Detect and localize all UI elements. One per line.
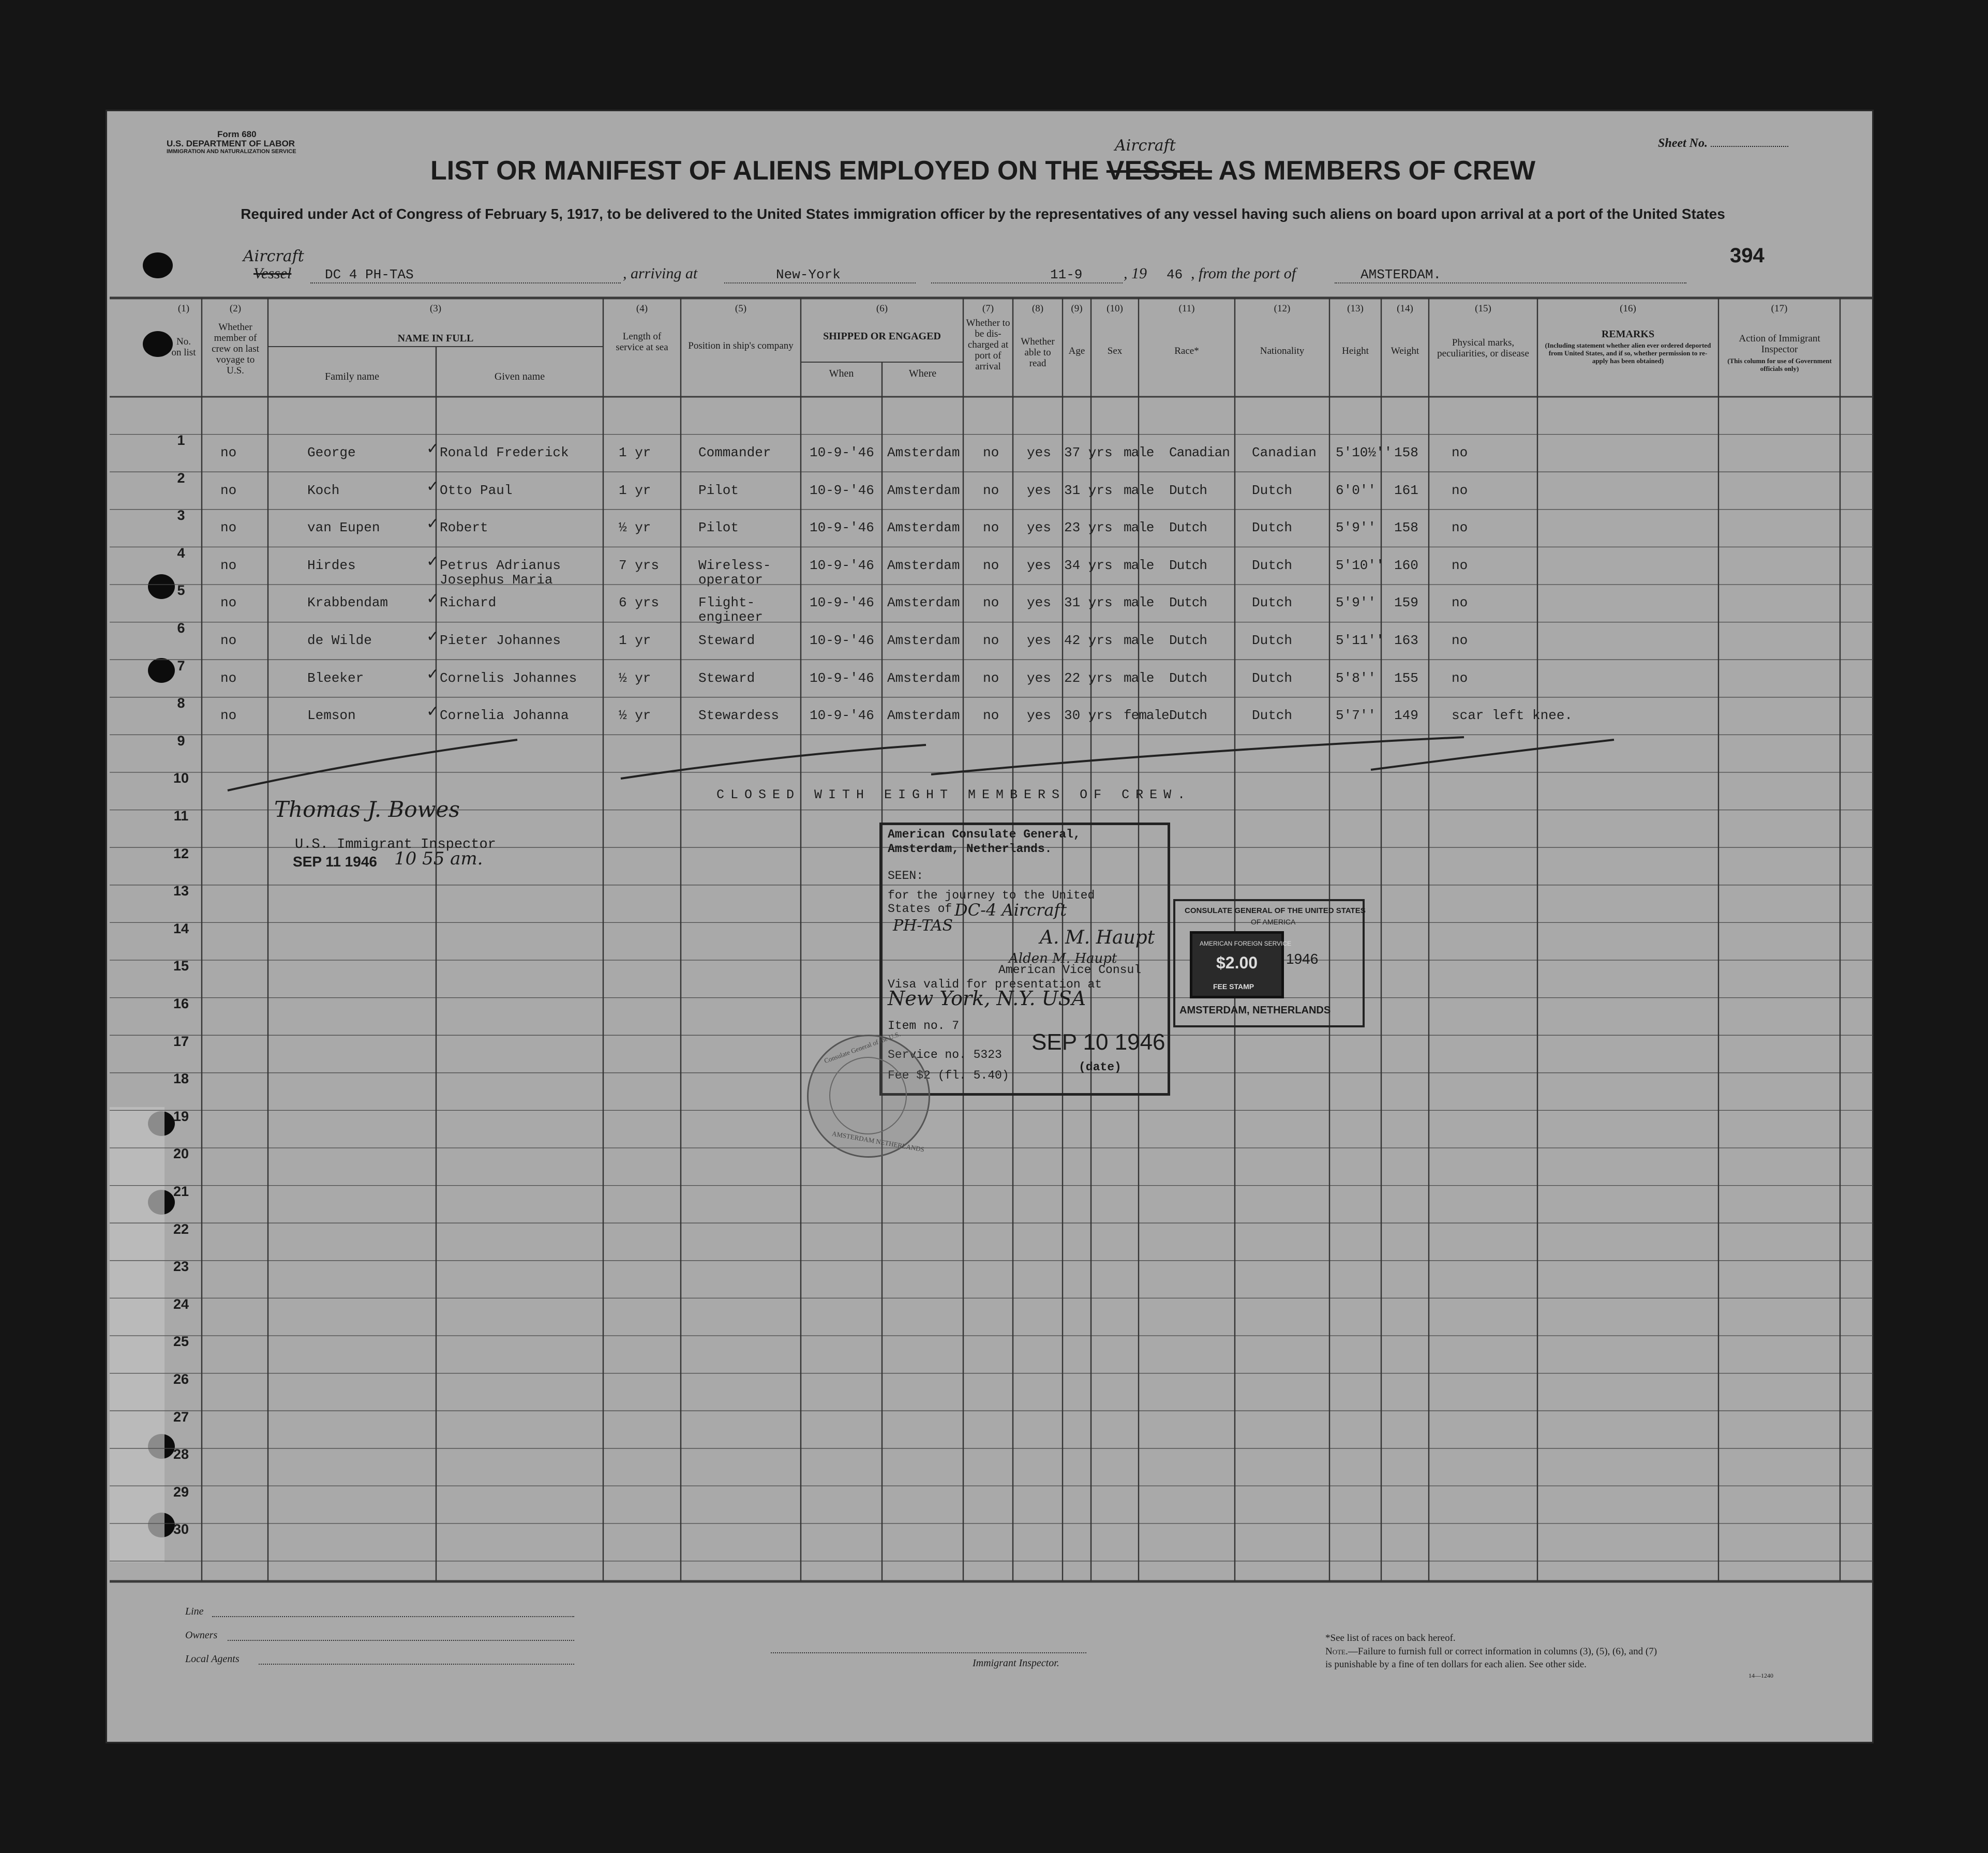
consulate-journey: for the journey to the United bbox=[888, 889, 1095, 902]
col-num-5: (5) bbox=[735, 303, 747, 314]
crew-family-name: Hirdes bbox=[307, 557, 356, 573]
check-mark-icon: ✓ bbox=[427, 665, 438, 685]
year-prefix: , 19 bbox=[1124, 265, 1147, 282]
row-number: 23 bbox=[173, 1259, 189, 1275]
crew-height: 5'10'' bbox=[1336, 557, 1384, 573]
col-header-shipped: SHIPPED OR ENGAGED bbox=[823, 331, 941, 342]
crew-service-length: 1 yr bbox=[619, 445, 651, 460]
crew-prev-voyage: no bbox=[220, 708, 237, 724]
seal-inner-ring bbox=[829, 1057, 907, 1134]
crew-service-length: 6 yrs bbox=[619, 595, 660, 611]
col-num-12: (12) bbox=[1274, 303, 1291, 314]
check-mark-icon: ✓ bbox=[427, 515, 438, 535]
row-number: 9 bbox=[177, 733, 185, 749]
crew-position: Pilot bbox=[698, 520, 739, 536]
row-number: 11 bbox=[173, 808, 189, 824]
crew-height: 6'0'' bbox=[1336, 482, 1377, 498]
subtitle: Required under Act of Congress of February 5, 1917, to be delivered to the United States immigration officer by the representatives of any vessel having such aliens on board upon arrival at a port of the United States bbox=[241, 206, 1725, 222]
crew-physical-marks: no bbox=[1452, 482, 1468, 498]
row-number: 1 bbox=[177, 432, 185, 448]
crew-nationality: Dutch bbox=[1252, 633, 1293, 648]
consulate-round-seal bbox=[807, 1029, 930, 1158]
title-handwritten-aircraft: Aircraft bbox=[1115, 137, 1176, 155]
crew-given-name: Otto Paul bbox=[440, 482, 513, 498]
crew-shipped-when: 10-9-'46 bbox=[810, 633, 874, 648]
subheader-when: When bbox=[829, 368, 854, 379]
row-number: 27 bbox=[173, 1409, 189, 1425]
title-part2: AS MEMBERS OF CREW bbox=[1218, 156, 1536, 186]
subheader-where: Where bbox=[908, 368, 937, 379]
crew-age: 37 yrs bbox=[1064, 445, 1113, 460]
col-header-read: Whether able to read bbox=[1021, 336, 1055, 369]
col-header-discharged: Whether to be dis-charged at port of arrival bbox=[966, 318, 1010, 372]
col-num-3: (3) bbox=[429, 303, 442, 314]
crew-weight: 161 bbox=[1394, 482, 1418, 498]
service-name: IMMIGRATION AND NATURALIZATION SERVICE bbox=[167, 148, 296, 155]
footer-note bbox=[1325, 1645, 1662, 1671]
crew-service-length: ½ yr bbox=[619, 708, 651, 724]
vessel-value: DC 4 PH-TAS bbox=[325, 267, 414, 282]
consulate-aircraft-handwritten: DC-4 Aircraft bbox=[954, 900, 1067, 920]
department: U.S. DEPARTMENT OF LABOR bbox=[167, 139, 295, 148]
row-number: 17 bbox=[173, 1033, 189, 1049]
crew-shipped-when: 10-9-'46 bbox=[810, 445, 874, 460]
year-value: 46 bbox=[1167, 267, 1183, 282]
crew-race: Dutch bbox=[1169, 482, 1207, 498]
row-number: 14 bbox=[173, 920, 189, 936]
crew-prev-voyage: no bbox=[220, 595, 237, 611]
crew-position-cont: operator bbox=[698, 572, 763, 588]
footer-agents-underline bbox=[259, 1664, 574, 1665]
col-num-17: (17) bbox=[1771, 303, 1788, 314]
row-number: 4 bbox=[177, 545, 185, 561]
col-num-14: (14) bbox=[1397, 303, 1413, 314]
footer-line-underline bbox=[212, 1616, 574, 1617]
visa-service-number: Service no. 5323 bbox=[888, 1048, 1002, 1062]
col-num-7: (7) bbox=[982, 303, 994, 314]
footer-agents-label: Local Agents bbox=[185, 1653, 240, 1665]
crew-able-to-read: yes bbox=[1027, 557, 1051, 573]
crew-given-name: Ronald Frederick bbox=[440, 445, 569, 460]
crew-physical-marks: no bbox=[1452, 520, 1468, 536]
page-number: 394 bbox=[1730, 244, 1765, 267]
crew-discharged: no bbox=[983, 633, 999, 648]
crew-discharged: no bbox=[983, 708, 999, 724]
row-number: 6 bbox=[177, 620, 185, 636]
crew-family-name: Krabbendam bbox=[307, 595, 388, 611]
arriving-label: , arriving at bbox=[623, 265, 698, 282]
crew-service-length: 7 yrs bbox=[619, 557, 660, 573]
row-number: 2 bbox=[177, 470, 185, 486]
crew-shipped-where: Amsterdam bbox=[887, 520, 960, 536]
crew-nationality: Dutch bbox=[1252, 595, 1293, 611]
col-num-11: (11) bbox=[1178, 303, 1195, 314]
crew-position: Steward bbox=[698, 670, 755, 686]
crew-given-name: Cornelia Johanna bbox=[440, 708, 569, 724]
footer-note-label: Note. bbox=[1325, 1646, 1348, 1657]
visa-fee: Fee $2 (fl. 5.40) bbox=[888, 1069, 1009, 1082]
row-number: 20 bbox=[173, 1146, 189, 1162]
crew-sex: male bbox=[1124, 557, 1154, 573]
col-num-4: (4) bbox=[636, 303, 648, 314]
crew-age: 31 yrs bbox=[1064, 595, 1113, 611]
row-number: 13 bbox=[173, 883, 189, 899]
row-number: 15 bbox=[173, 958, 189, 974]
col-num-8: (8) bbox=[1032, 303, 1044, 314]
row-number: 7 bbox=[177, 657, 185, 674]
crew-shipped-where: Amsterdam bbox=[887, 557, 960, 573]
col-header-service: Length of service at sea bbox=[616, 331, 668, 353]
check-mark-icon: ✓ bbox=[427, 590, 438, 610]
crew-able-to-read: yes bbox=[1027, 633, 1051, 648]
crew-able-to-read: yes bbox=[1027, 482, 1051, 498]
col-header-sex: Sex bbox=[1107, 346, 1123, 356]
row-number: 18 bbox=[173, 1071, 189, 1087]
crew-weight: 163 bbox=[1394, 633, 1418, 648]
crew-discharged: no bbox=[983, 482, 999, 498]
consulate-registration-handwritten: PH-TAS bbox=[893, 917, 953, 935]
crew-service-length: ½ yr bbox=[619, 520, 651, 536]
crew-nationality: Dutch bbox=[1252, 708, 1293, 724]
row-number: 28 bbox=[173, 1446, 189, 1462]
check-mark-icon: ✓ bbox=[427, 703, 438, 723]
footer-owners-label: Owners bbox=[185, 1630, 218, 1641]
crew-position: Flight- bbox=[698, 595, 755, 611]
col-header-height: Height bbox=[1342, 346, 1369, 356]
crew-shipped-when: 10-9-'46 bbox=[810, 670, 874, 686]
visa-item-number: Item no. 7 bbox=[888, 1019, 960, 1033]
crew-age: 31 yrs bbox=[1064, 482, 1113, 498]
fee-stamp-footer: AMSTERDAM, NETHERLANDS bbox=[1179, 1005, 1331, 1016]
crew-discharged: no bbox=[983, 670, 999, 686]
inspector-time: 10 55 am. bbox=[394, 848, 483, 869]
col-num-10: (10) bbox=[1107, 303, 1123, 314]
crew-race: Dutch bbox=[1169, 633, 1207, 648]
crew-prev-voyage: no bbox=[220, 670, 237, 686]
crew-weight: 155 bbox=[1394, 670, 1418, 686]
crew-age: 22 yrs bbox=[1064, 670, 1113, 686]
fee-stamp-value: $2.00 bbox=[1216, 953, 1258, 972]
col-header-age: Age bbox=[1068, 346, 1085, 356]
crew-weight: 160 bbox=[1394, 557, 1418, 573]
closing-note: CLOSED WITH EIGHT MEMBERS OF CREW. bbox=[716, 787, 1192, 802]
crew-prev-voyage: no bbox=[220, 633, 237, 648]
row-number: 10 bbox=[173, 770, 189, 786]
crew-sex: male bbox=[1124, 445, 1154, 460]
crew-family-name: Lemson bbox=[307, 708, 356, 724]
crew-height: 5'10½'' bbox=[1336, 445, 1393, 460]
col-num-9: (9) bbox=[1071, 303, 1083, 314]
crew-able-to-read: yes bbox=[1027, 670, 1051, 686]
title-struck-word: VESSEL bbox=[1106, 156, 1213, 186]
crew-sex: male bbox=[1124, 633, 1154, 648]
col-num-15: (15) bbox=[1475, 303, 1491, 314]
crew-physical-marks: no bbox=[1452, 557, 1468, 573]
crew-able-to-read: yes bbox=[1027, 520, 1051, 536]
crew-height: 5'11'' bbox=[1336, 633, 1384, 648]
fee-stamp-header2: OF AMERICA bbox=[1251, 918, 1296, 926]
crew-able-to-read: yes bbox=[1027, 595, 1051, 611]
crew-given-name: Pieter Johannes bbox=[440, 633, 561, 648]
col-header-name: NAME IN FULL bbox=[397, 333, 474, 344]
crew-given-name: Petrus Adrianus bbox=[440, 557, 561, 573]
fee-stamp-header: CONSULATE GENERAL OF THE UNITED STATES bbox=[1185, 906, 1366, 915]
row-number: 29 bbox=[173, 1484, 189, 1500]
check-mark-icon: ✓ bbox=[427, 552, 438, 572]
crew-physical-marks: no bbox=[1452, 445, 1468, 460]
inspector-title: U.S. Immigrant Inspector bbox=[295, 837, 496, 853]
crew-prev-voyage: no bbox=[220, 520, 237, 536]
vessel-handwritten-aircraft: Aircraft bbox=[243, 247, 304, 265]
crew-shipped-when: 10-9-'46 bbox=[810, 557, 874, 573]
crew-nationality: Dutch bbox=[1252, 482, 1293, 498]
crew-shipped-where: Amsterdam bbox=[887, 708, 960, 724]
crew-physical-marks: no bbox=[1452, 633, 1468, 648]
consulate-seen: SEEN: bbox=[888, 869, 924, 883]
col-num-1: (1) bbox=[177, 303, 190, 314]
inspector-signature-line bbox=[771, 1652, 1086, 1653]
col-header-position: Position in ship's company bbox=[688, 340, 794, 351]
crew-discharged: no bbox=[983, 557, 999, 573]
row-number: 16 bbox=[173, 996, 189, 1011]
crew-shipped-where: Amsterdam bbox=[887, 633, 960, 648]
crew-age: 23 yrs bbox=[1064, 520, 1113, 536]
crew-shipped-when: 10-9-'46 bbox=[810, 520, 874, 536]
date-value: 11-9 bbox=[1050, 267, 1083, 282]
footer-owners-underline bbox=[228, 1640, 574, 1641]
crew-shipped-where: Amsterdam bbox=[887, 482, 960, 498]
row-number: 12 bbox=[173, 845, 189, 861]
crew-position: Pilot bbox=[698, 482, 739, 498]
from-port-label: , from the port of bbox=[1191, 265, 1296, 282]
crew-physical-marks: no bbox=[1452, 595, 1468, 611]
col-header-nationality: Nationality bbox=[1260, 346, 1305, 356]
row-number: 8 bbox=[177, 695, 185, 711]
crew-sex: female bbox=[1124, 708, 1169, 724]
crew-given-name: Richard bbox=[440, 595, 497, 611]
crew-physical-marks: scar left knee. bbox=[1452, 708, 1573, 724]
from-port-value: AMSTERDAM. bbox=[1361, 267, 1442, 282]
crew-able-to-read: yes bbox=[1027, 708, 1051, 724]
col-header-no: No. on list bbox=[171, 336, 196, 358]
crew-service-length: 1 yr bbox=[619, 482, 651, 498]
crew-sex: male bbox=[1124, 670, 1154, 686]
footer-line-label: Line bbox=[185, 1606, 204, 1617]
crew-race: Dutch bbox=[1169, 557, 1207, 573]
crew-given-name-cont: Josephus Maria bbox=[440, 572, 553, 588]
footer-inspector-label: Immigrant Inspector. bbox=[973, 1657, 1059, 1669]
col-num-6: (6) bbox=[876, 303, 888, 314]
form-number: Form 680 bbox=[217, 129, 257, 139]
crew-prev-voyage: no bbox=[220, 557, 237, 573]
arriving-value: New-York bbox=[776, 267, 841, 282]
inspector-signature: Thomas J. Bowes bbox=[274, 797, 460, 822]
row-number: 24 bbox=[173, 1296, 189, 1312]
crew-height: 5'8'' bbox=[1336, 670, 1377, 686]
check-mark-icon: ✓ bbox=[427, 477, 438, 497]
crew-nationality: Dutch bbox=[1252, 520, 1293, 536]
crew-position: Steward bbox=[698, 633, 755, 648]
col-header-remarks: REMARKS bbox=[1601, 328, 1655, 340]
crew-race: Dutch bbox=[1169, 595, 1207, 611]
inspector-date: SEP 11 1946 bbox=[293, 854, 377, 870]
crew-given-name: Robert bbox=[440, 520, 488, 536]
crew-weight: 159 bbox=[1394, 595, 1418, 611]
crew-family-name: George bbox=[307, 445, 356, 460]
row-number: 26 bbox=[173, 1371, 189, 1387]
crew-age: 34 yrs bbox=[1064, 557, 1113, 573]
row-number: 5 bbox=[177, 582, 185, 599]
crew-age: 30 yrs bbox=[1064, 708, 1113, 724]
vessel-label: Vessel bbox=[253, 265, 292, 282]
footer-races-note: *See list of races on back hereof. bbox=[1325, 1633, 1456, 1643]
visa-date-label: (date) bbox=[1079, 1060, 1122, 1074]
footer-note-text: —Failure to furnish full or correct information in columns (3), (5), (6), and (7) is punishable by a fine of ten dollars for each alien. See other side. bbox=[1325, 1646, 1657, 1670]
sheet-label: Sheet No. bbox=[1658, 137, 1708, 150]
crew-height: 5'9'' bbox=[1336, 595, 1377, 611]
consul-name: Alden M. Haupt bbox=[1009, 951, 1117, 966]
crew-weight: 158 bbox=[1394, 445, 1418, 460]
crew-age: 42 yrs bbox=[1064, 633, 1113, 648]
col-num-2: (2) bbox=[229, 303, 242, 314]
col-header-race: Race* bbox=[1174, 346, 1199, 356]
crew-race: Dutch bbox=[1169, 670, 1207, 686]
crew-family-name: de Wilde bbox=[307, 633, 372, 648]
crew-family-name: Bleeker bbox=[307, 670, 364, 686]
crew-position: Wireless- bbox=[698, 557, 771, 573]
col-num-16: (16) bbox=[1620, 303, 1636, 314]
consulate-line2: Amsterdam, Netherlands. bbox=[888, 842, 1052, 856]
crew-sex: male bbox=[1124, 520, 1154, 536]
crew-discharged: no bbox=[983, 520, 999, 536]
crew-weight: 158 bbox=[1394, 520, 1418, 536]
crew-prev-voyage: no bbox=[220, 445, 237, 460]
crew-service-length: 1 yr bbox=[619, 633, 651, 648]
seal-text-bottom: AMSTERDAM NETHERLANDS bbox=[831, 1129, 925, 1154]
crew-family-name: van Eupen bbox=[307, 520, 380, 536]
crew-shipped-where: Amsterdam bbox=[887, 445, 960, 460]
crew-sex: male bbox=[1124, 482, 1154, 498]
crew-shipped-where: Amsterdam bbox=[887, 670, 960, 686]
row-number: 19 bbox=[173, 1108, 189, 1124]
subheader-family-name: Family name bbox=[325, 371, 379, 382]
check-mark-icon: ✓ bbox=[427, 440, 438, 459]
crew-height: 5'7'' bbox=[1336, 708, 1377, 724]
crew-prev-voyage: no bbox=[220, 482, 237, 498]
remarks-note: (Including statement whether alien ever ordered deported from United States, and if so, whether permission to re-apply has been obtained) bbox=[1545, 341, 1711, 365]
crew-shipped-when: 10-9-'46 bbox=[810, 595, 874, 611]
crew-able-to-read: yes bbox=[1027, 445, 1051, 460]
consul-signature: A. M. Haupt bbox=[1040, 927, 1155, 948]
visa-place-handwritten: New York, N.Y. USA bbox=[888, 987, 1086, 1010]
title-part1: LIST OR MANIFEST OF ALIENS EMPLOYED ON THE bbox=[430, 156, 1099, 186]
crew-position: Commander bbox=[698, 445, 771, 460]
seal-text-top: Consulate General of the U.S. bbox=[823, 1029, 902, 1065]
crew-shipped-when: 10-9-'46 bbox=[810, 708, 874, 724]
visa-date: SEP 10 1946 bbox=[1032, 1029, 1165, 1055]
crew-discharged: no bbox=[983, 445, 999, 460]
row-number: 3 bbox=[177, 507, 185, 524]
crew-nationality: Dutch bbox=[1252, 670, 1293, 686]
crew-given-name: Cornelis Johannes bbox=[440, 670, 577, 686]
crew-sex: male bbox=[1124, 595, 1154, 611]
subheader-given-name: Given name bbox=[494, 371, 545, 382]
crew-family-name: Koch bbox=[307, 482, 340, 498]
footer-form-code: 14—1240 bbox=[1748, 1672, 1773, 1679]
crew-nationality: Dutch bbox=[1252, 557, 1293, 573]
row-number: 25 bbox=[173, 1334, 189, 1350]
crew-weight: 149 bbox=[1394, 708, 1418, 724]
crew-race: Dutch bbox=[1169, 708, 1207, 724]
fee-stamp-top-text: AMERICAN FOREIGN SERVICE bbox=[1200, 940, 1292, 947]
fee-stamp-year: 1946 bbox=[1286, 951, 1319, 967]
crew-discharged: no bbox=[983, 595, 999, 611]
row-number: 21 bbox=[173, 1184, 189, 1199]
fee-stamp-image bbox=[1190, 931, 1292, 998]
row-number: 22 bbox=[173, 1221, 189, 1237]
crew-shipped-where: Amsterdam bbox=[887, 595, 960, 611]
crew-race: Dutch bbox=[1169, 520, 1207, 536]
consul-title: American Vice Consul bbox=[998, 963, 1142, 977]
consulate-states-of: States of bbox=[888, 902, 952, 916]
crew-race: Canadian bbox=[1169, 445, 1230, 460]
crew-position-cont: engineer bbox=[698, 609, 763, 625]
crew-height: 5'9'' bbox=[1336, 520, 1377, 536]
col-header-prev-voyage: Whether member of crew on last voyage to U.S. bbox=[212, 322, 259, 376]
check-mark-icon: ✓ bbox=[427, 627, 438, 647]
action-note: (This column for use of Government officials only) bbox=[1727, 357, 1832, 372]
col-num-13: (13) bbox=[1347, 303, 1364, 314]
crew-physical-marks: no bbox=[1452, 670, 1468, 686]
visa-valid-text: Visa valid for presentation at bbox=[888, 978, 1102, 991]
col-header-weight: Weight bbox=[1391, 346, 1419, 356]
row-number: 30 bbox=[173, 1521, 189, 1537]
fee-stamp-bottom-text: FEE STAMP bbox=[1213, 982, 1254, 991]
col-header-action: Action of Immigrant Inspector bbox=[1739, 333, 1820, 355]
consulate-line1: American Consulate General, bbox=[888, 828, 1081, 841]
crew-service-length: ½ yr bbox=[619, 670, 651, 686]
col-header-physical-marks: Physical marks, peculiarities, or disease bbox=[1437, 337, 1529, 359]
crew-nationality: Canadian bbox=[1252, 445, 1317, 460]
crew-shipped-when: 10-9-'46 bbox=[810, 482, 874, 498]
crew-position: Stewardess bbox=[698, 708, 780, 724]
